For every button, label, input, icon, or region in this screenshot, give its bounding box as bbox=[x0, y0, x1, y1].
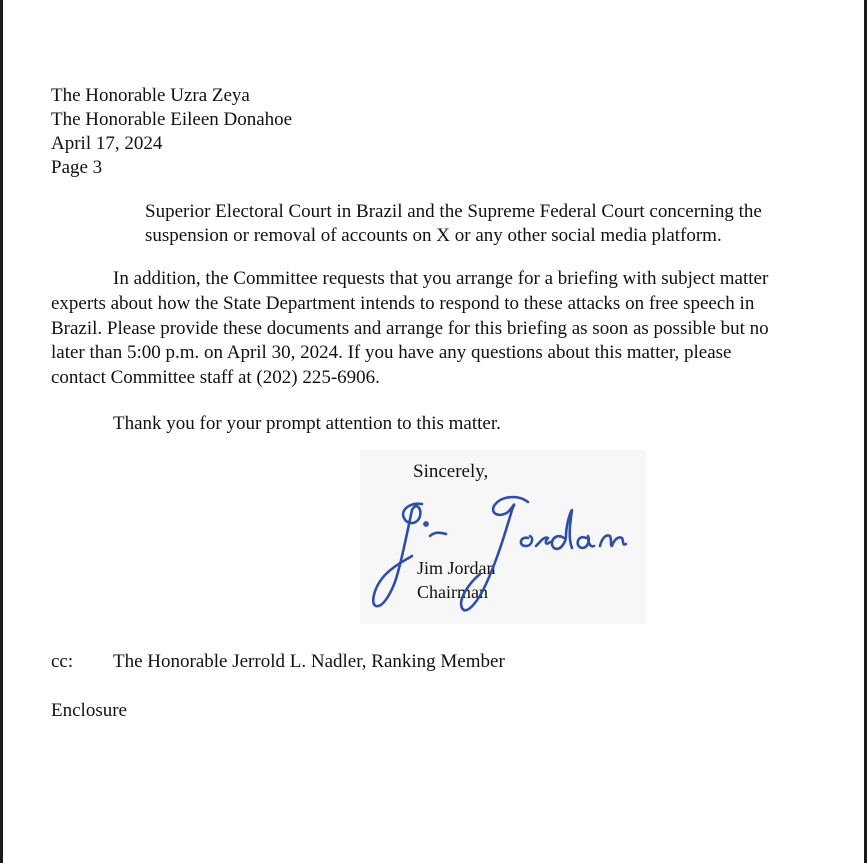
addressee-line-1: The Honorable Uzra Zeya bbox=[51, 85, 250, 106]
paragraph-line: In addition, the Committee requests that you arrange for a briefing with subject matter bbox=[113, 268, 769, 289]
cc-label: cc: bbox=[51, 651, 74, 672]
handwritten-signature bbox=[360, 480, 646, 620]
signer-title: Chairman bbox=[417, 582, 488, 602]
enclosure-note: Enclosure bbox=[51, 700, 127, 721]
paragraph-line: Brazil. Please provide these documents and arrange for this briefing as soon as possible but no bbox=[51, 318, 769, 339]
continued-item-line: suspension or removal of accounts on X or any other social media platform. bbox=[145, 225, 722, 246]
continued-item-line: Superior Electoral Court in Brazil and the Supreme Federal Court concerning the bbox=[145, 201, 762, 222]
page-number: Page 3 bbox=[51, 157, 103, 178]
cc-recipient: The Honorable Jerrold L. Nadler, Ranking Member bbox=[113, 651, 505, 672]
signer-name: Jim Jordan bbox=[417, 558, 496, 578]
thank-you-line: Thank you for your prompt attention to this matter. bbox=[113, 413, 501, 434]
page-left-border bbox=[0, 0, 3, 863]
paragraph-line: contact Committee staff at (202) 225-6906. bbox=[51, 367, 380, 388]
addressee-line-2: The Honorable Eileen Donahoe bbox=[51, 109, 293, 130]
closing-salutation: Sincerely, bbox=[413, 461, 489, 482]
letter-date: April 17, 2024 bbox=[51, 133, 163, 154]
paragraph-line: later than 5:00 p.m. on April 30, 2024. If you have any questions about this matter, please bbox=[51, 342, 732, 363]
paragraph-line: experts about how the State Department intends to respond to these attacks on free speech in bbox=[51, 293, 755, 314]
